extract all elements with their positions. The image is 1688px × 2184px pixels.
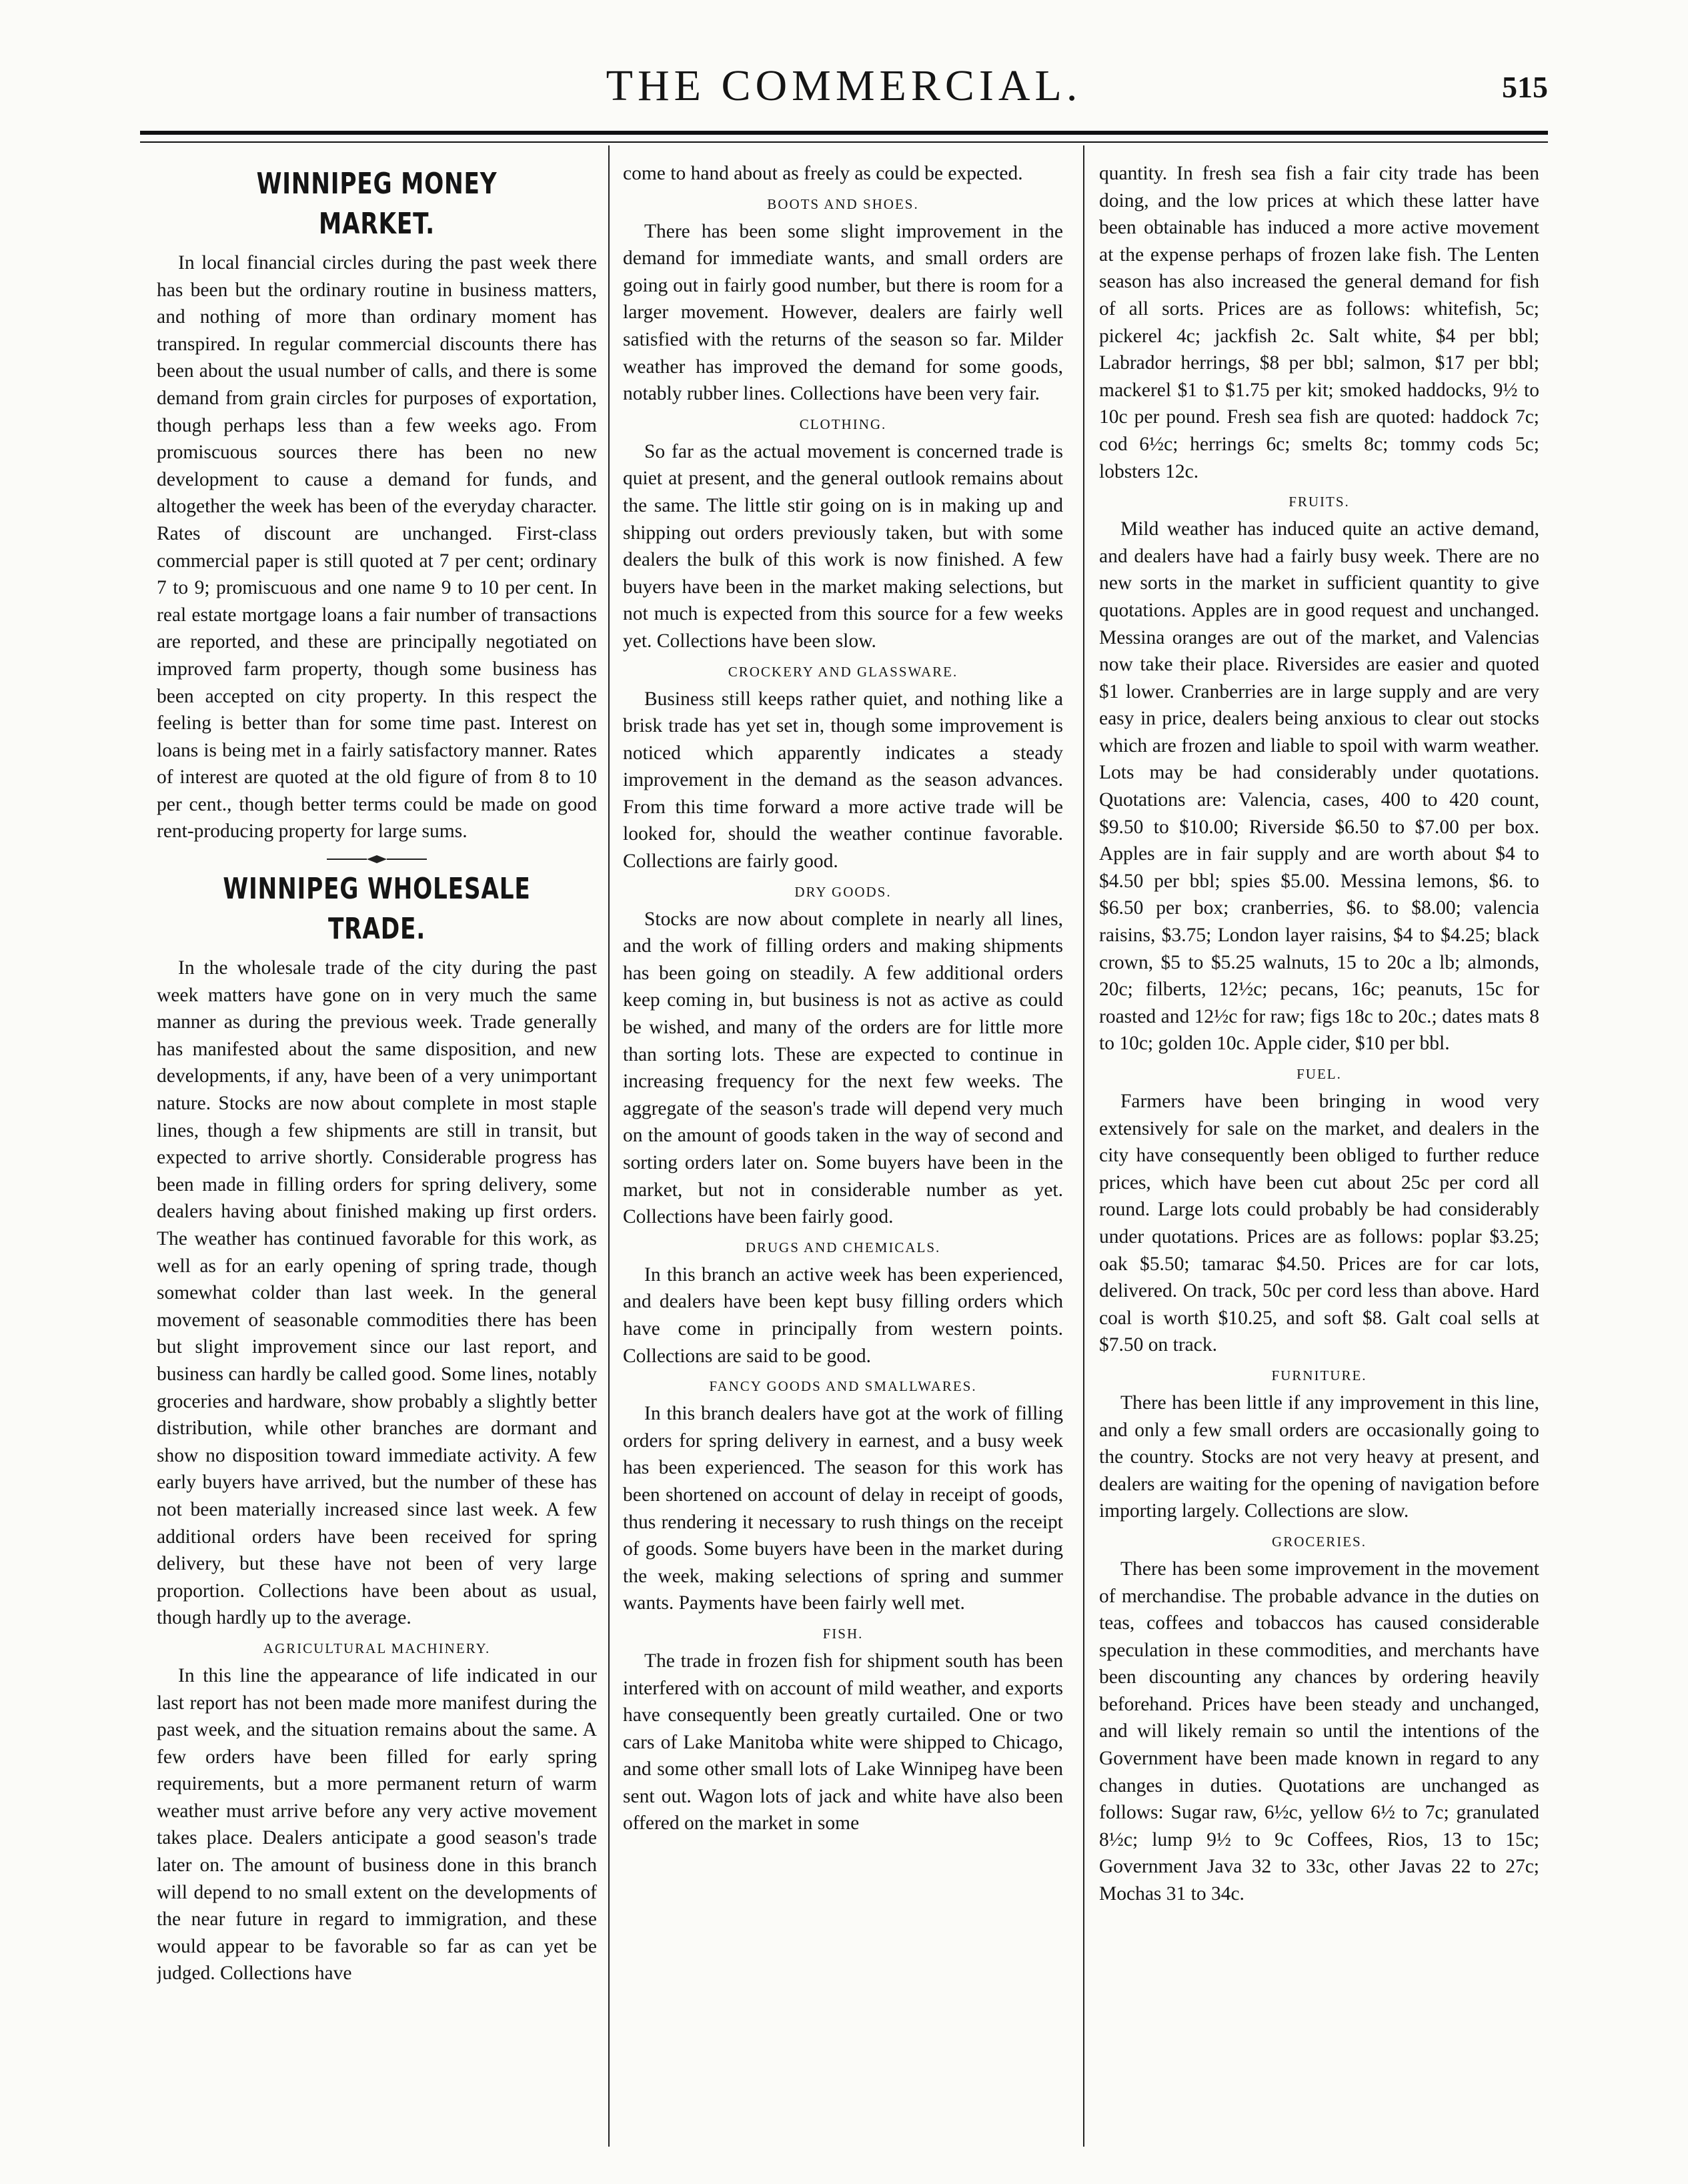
groceries-paragraph: There has been some improvement in the movement of merchandise. The probable advance in the duties on teas, coffees and tobaccos has caused considerable speculation in these commodities, and merchants have been discounting any chances by ordering heavily beforehand. Prices have been steady and unchanged, and will likely remain so until the intentions of the Government have been made known in regard to any changes in duties. Quotations are unchanged as follows: Sugar raw, 6½c, yellow 6½ to 7c; granulated 8½c; lump 9½ to 9c Coffees, Rios, 13 to 15c; Government Java 32 to 33c, other Javas 22 to 27c; Mochas 31 to 34c. bbox=[1099, 1558, 1539, 1905]
subhead-boots-and-shoes: BOOTS AND SHOES. bbox=[767, 195, 919, 212]
fruits-paragraph: Mild weather has induced quite an active demand, and dealers have had a fairly busy week. There are no new sorts in the market in sufficient quantity to give quotations. Apples are in good request and unchanged. Messina oranges are out of the market, and Valencias now take their place. Riversides are easier and quoted $1 lower. Cranberries are in large supply and are very easy in price, dealers being anxious to clear out stocks which are frozen and liable to spoil with warm weather. Lots may be had considerably under quotations. Quotations are: Valencia, cases, 400 to 420 count, $9.50 to $10.00; Riverside $6.50 to $7.00 per box. Apples are in fair supply and are worth about $4 to $4.50 per bbl; spies $5.00. Messina lemons, $6. to $6.50 per box; cranberries, $6. to $8.00; valencia raisins, $3.75; London layer raisins, $4 to $4.25; black crown, $5 to $5.25 walnuts, 15 to 20c a lb; almonds, 20c; filberts, 12½c; pecans, 16c; peanuts, 15c for roasted and 12½c for raw; figs 18c to 20c.; dates mats 8 to 10c; golden 10c. Apple cider, $10 per bbl. bbox=[1099, 518, 1539, 1055]
drugs-paragraph: In this branch an active week has been experienced, and dealers have been kept busy filling orders which have come in principally from western points. Collections are said to be good. bbox=[623, 1263, 1063, 1367]
money-market-paragraph: In local financial circles during the past week there has been but the ordinary routine in business matters, and nothing of more than ordinary moment has transpired. In regular commercial discounts there has been about the usual number of calls, and there is some demand from grain circles for purposes of exportation, though perhaps less than a few weeks ago. From promiscuous sources there has been no new development to cause a demand for funds, and altogether the week has been of the everyday character. Rates of discount are unchanged. First-class commercial paper is still quoted at 7 per cent; ordinary 7 to 9; promiscuous and one name 9 to 10 per cent. In real estate mortgage loans a fair number of transactions are reported, and these are principally negotiated on improved farm property, though some business has been accepted on city property. In this respect the feeling is better than for some time past. Interest on loans is being met in a fairly satisfactory manner. Rates of interest are quoted at the old figure of from 8 to 10 per cent., though better terms could be made on good rent-producing property for large sums. bbox=[157, 252, 597, 843]
subhead-dry-goods: DRY GOODS. bbox=[794, 883, 892, 900]
column-1 bbox=[157, 160, 597, 2135]
fish-paragraph: The trade in frozen fish for shipment south has been interfered with on account of mild weather, and exports have consequently been greatly curtailed. One or two cars of Lake Manitoba white were shipped to Chicago, and some other small lots of Lake Winnipeg have been sent out. Wagon lots of jack and white have also been offered on the market in some bbox=[623, 1650, 1063, 1834]
ornament-rule-icon bbox=[327, 855, 427, 864]
fish-continuation-paragraph: quantity. In fresh sea fish a fair city trade has been doing, and the low prices at which these latter have been obtainable has induced a more active movement at the expense perhaps of frozen lake fish. The Lenten season has also increased the general demand for fish of all sorts. Prices are as follows: whitefish, 5c; pickerel 4c; jackfish 2c. Salt white, $4 per bbl; Labrador herrings, $8 per bbl; salmon, $17 per bbl; mackerel $1 to $1.75 per kit; smoked haddocks, 9½ to 10c per pound. Fresh sea fish are quoted: haddock 7c; cod 6½c; herrings 6c; smelts 8c; tommy cods 5c; lobsters 12c. bbox=[1099, 163, 1539, 482]
clothing-paragraph: So far as the actual movement is concerned trade is quiet at present, and the general outlook remains about the same. The little stir going on is in making up and shipping out orders previously taken, but with some dealers the bulk of this work is now finished. A few buyers have been in the market making selections, but not much is expected from this source for a few weeks yet. Collections have been slow. bbox=[623, 440, 1063, 652]
agricultural-machinery-paragraph: In this line the appearance of life indicated in our last report has not been made more manifest during the past week, and the situation remains about the same. A few orders have been filled for early spring requirements, but a more permanent return of warm weather must arrive before any very active movement takes place. Dealers anticipate a good season's trade later on. The amount of business done in this branch will depend to no small extent on the developments of the near future in regard to immigration, and these would appear to be favorable so far as can yet be judged. Collections have bbox=[157, 1664, 597, 1985]
column-divider-2 bbox=[1083, 145, 1084, 2147]
dry-goods-paragraph: Stocks are now about complete in nearly all lines, and the work of filling orders and making shipments has been going on steadily. A few additional orders keep coming in, but business is not as active as could be wished, and many of the orders are for little more than sorting lots. These are expected to continue in increasing frequency for the next few weeks. The aggregate of the season's trade will depend very much on the amount of goods taken in the way of second and sorting orders later on. Some buyers have been in the market, but not in considerable number as yet. Collections have been fairly good. bbox=[623, 908, 1063, 1228]
subhead-agricultural-machinery: AGRICULTURAL MACHINERY. bbox=[263, 1640, 491, 1656]
subhead-fish: FISH. bbox=[822, 1625, 864, 1642]
page-number: 515 bbox=[1502, 70, 1548, 104]
subhead-drugs: DRUGS AND CHEMICALS. bbox=[745, 1239, 941, 1255]
crockery-paragraph: Business still keeps rather quiet, and nothing like a brisk trade has yet set in, though some improvement is noticed which apparently indicates a steady improvement in the demand as the season advances. From this time forward a more active trade will be looked for, should the weather continue favorable. Collections are fairly good. bbox=[623, 688, 1063, 873]
masthead: THE COMMERCIAL. bbox=[606, 61, 1082, 110]
running-head bbox=[140, 61, 1548, 131]
header-rule-thick bbox=[140, 131, 1548, 135]
subhead-clothing: CLOTHING. bbox=[799, 416, 887, 432]
subhead-furniture: FURNITURE. bbox=[1271, 1367, 1367, 1384]
continuation-paragraph: come to hand about as freely as could be expected. bbox=[623, 163, 1023, 184]
header-rule-thin bbox=[140, 141, 1548, 143]
fuel-paragraph: Farmers have been bringing in wood very extensively for sale on the market, and dealers in the city have consequently been obliged to further reduce prices, which have been cut about 25c per cord all round. Large lots could probably be had considerably under quotations. Prices are as follows: poplar $3.25; oak $5.50; tamarac $4.50. Prices are for car lots, delivered. On track, 50c per cord less than above. Hard coal is worth $10.25, and soft $8. Galt coal sells at $7.50 on track. bbox=[1099, 1091, 1539, 1356]
subhead-fuel: FUEL. bbox=[1297, 1066, 1342, 1082]
boots-and-shoes-paragraph: There has been some slight improvement in the demand for immediate wants, and small orders are going out in fairly good number, but there is room for a larger movement. However, dealers are fairly well satisfied with the returns of the season so far. Milder weather has improved the demand for some goods, notably rubber lines. Collections have been very fair. bbox=[623, 220, 1063, 405]
column-divider-1 bbox=[608, 145, 610, 2147]
subhead-fancy-goods: FANCY GOODS AND SMALLWARES. bbox=[709, 1378, 977, 1395]
subhead-groceries: GROCERIES. bbox=[1272, 1533, 1367, 1550]
subhead-crockery: CROCKERY AND GLASSWARE. bbox=[728, 663, 958, 680]
wholesale-trade-paragraph: In the wholesale trade of the city during the past week matters have gone on in very much the same manner as during the previous week. Trade generally has manifested about the same disposition, and new developments, if any, have been of a very unimportant nature. Stocks are now about complete in most staple lines, though a few shipments are still in transit, but expected to arrive shortly. Considerable progress has been made in filling orders for spring delivery, some dealers having about finished making up first orders. The weather has continued favorable for this work, as well as for an early opening of spring trade, though somewhat colder than last week. In the general movement of seasonable commodities there has been but slight improvement since our last report, and business can hardly be called good. Some lines, notably groceries and hardware, show probably a slightly better distribution, while other branches are dormant and show no disposition toward immediate activity. A few early buyers have arrived, but the number of these has not been materially increased since last week. A few additional orders have been received for spring delivery, but these have not been of very large proportion. Collections have been about as usual, though hardly up to the average. bbox=[157, 957, 597, 1629]
furniture-paragraph: There has been little if any improvement in this line, and only a few small orders are occasionally going to the country. Stocks are not very heavy at present, and dealers are waiting for the opening of navigation before importing largely. Collections are slow. bbox=[1099, 1392, 1539, 1522]
column-2 bbox=[623, 160, 1063, 2135]
fancy-goods-paragraph: In this branch dealers have got at the work of filling orders for spring delivery in earnest, and a busy week has been experienced. The season for this work has been shortened on account of delay in receipt of goods, thus rendering it necessary to rush things on the receipt of goods. Some buyers have been in the market during the week, making selections of spring and summer wants. Payments have been fairly well met. bbox=[623, 1403, 1063, 1614]
column-3 bbox=[1099, 160, 1539, 2135]
section-title-money-market: WINNIPEG MONEY MARKET. bbox=[256, 167, 498, 241]
subhead-fruits: FRUITS. bbox=[1289, 494, 1350, 510]
section-separator bbox=[157, 855, 597, 864]
section-title-wholesale-trade: WINNIPEG WHOLESALE TRADE. bbox=[223, 872, 531, 947]
